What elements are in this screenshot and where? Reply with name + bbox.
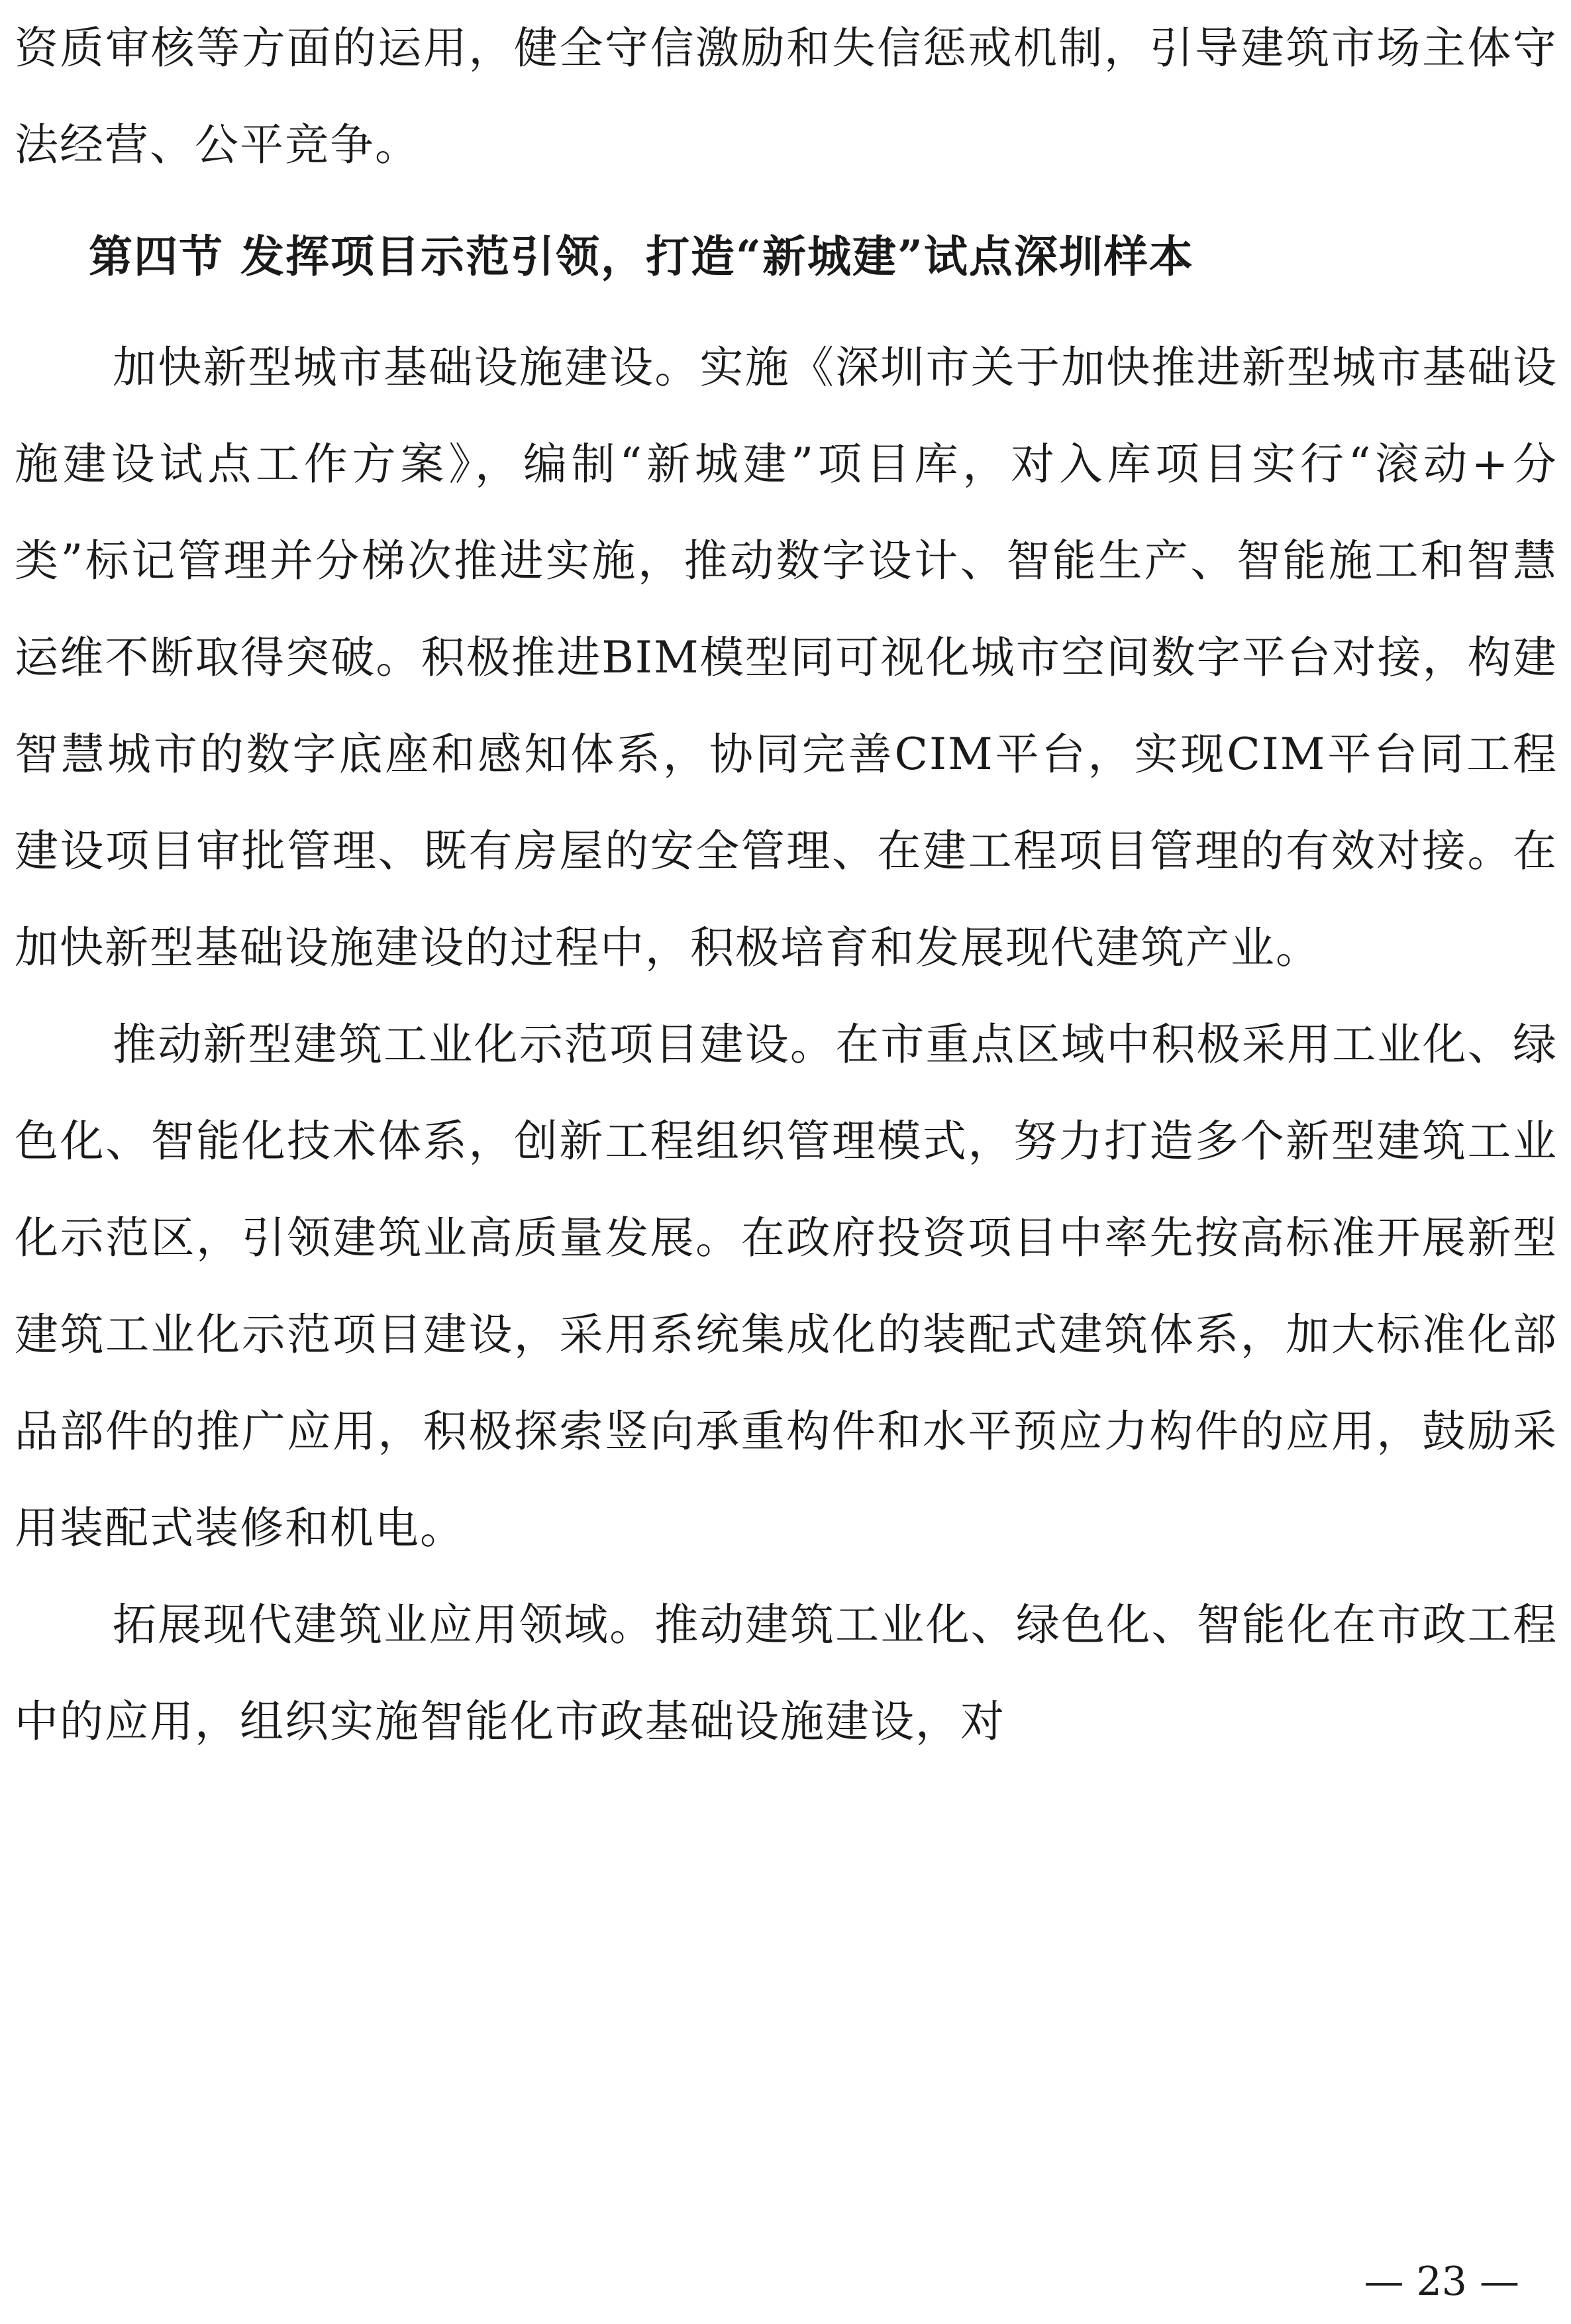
paragraph-new-infrastructure: 加快新型城市基础设施建设。实施《深圳市关于加快推进新型城市基础设施建设试点工作方案》，编制“新城建”项目库，对入库项目实行“滚动+分类”标记管理并分梯次推进实施，推动数字设计、智能生产、智能施工和智慧运维不断取得突破。积极推进BIM模型同可视化城市空间数字平台对接，构建智慧城市的数字底座和感知体系，协同完善CIM平台，实现CIM平台同工程建设项目审批管理、既有房屋的安全管理、在建工程项目管理的有效对接。在加快新型基础设施建设的过程中，积极培育和发展现代建筑产业。	[15, 342, 1558, 973]
document-body	[15, 0, 1558, 1770]
paragraph-application-fields: 拓展现代建筑业应用领域。推动建筑工业化、绿色化、智能化在市政工程中的应用，组织实施智能化市政基础设施建设，对	[15, 1599, 1558, 1747]
section-heading: 第四节 发挥项目示范引领，打造“新城建”试点深圳样本	[89, 231, 1194, 282]
paragraph-continued: 资质审核等方面的运用，健全守信激励和失信惩戒机制，引导建筑市场主体守法经营、公平竞争。	[15, 23, 1558, 170]
page-number: — 23 —	[1364, 2258, 1519, 2305]
paragraph-industrialization-demo: 推动新型建筑工业化示范项目建设。在市重点区域中积极采用工业化、绿色化、智能化技术体系，创新工程组织管理模式，努力打造多个新型建筑工业化示范区，引领建筑业高质量发展。在政府投资项目中率先按高标准开展新型建筑工业化示范项目建设，采用系统集成化的装配式建筑体系，加大标准化部品部件的推广应用，积极探索竖向承重构件和水平预应力构件的应用，鼓励采用装配式装修和机电。	[15, 1019, 1558, 1554]
